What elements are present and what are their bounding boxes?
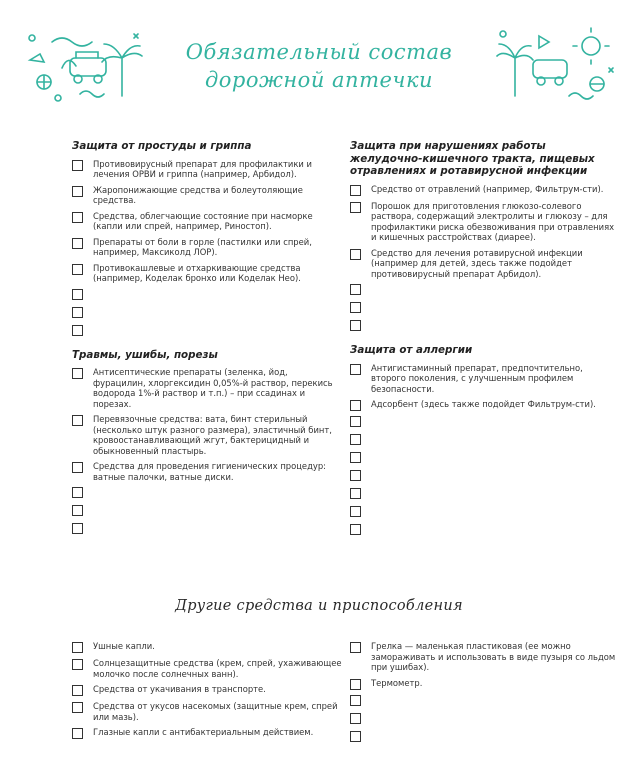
list-item [72,263,342,284]
checkbox[interactable] [72,659,83,670]
section-heading-allergy: Защита от аллергии [350,344,473,356]
checkbox[interactable] [72,728,83,739]
list-item [350,678,620,690]
empty-checkbox[interactable] [350,452,361,463]
empty-checkbox[interactable] [72,289,83,300]
checkbox[interactable] [350,249,361,260]
empty-checkbox[interactable] [72,487,83,498]
list-item [72,461,342,482]
empty-checkbox[interactable] [350,434,361,445]
item-text: Препараты от боли в горле (пастилки или спрей, например, Максиколд ЛОР). [93,236,312,257]
list-item [72,684,342,696]
checkbox[interactable] [350,364,361,375]
list-item [350,184,620,196]
item-text: Средства для проведения гигиенических процедур: ватные палочки, ватные диски. [93,461,326,482]
section-heading-digestive: Защита при нарушениях работы желудочно-кишечного тракта, пищевых отравлениях и ротавирусной инфекции [350,140,595,177]
item-text: Адсорбент (здесь также подойдет Фильтрум-сти). [371,399,596,409]
list-item [72,367,342,409]
empty-checkbox[interactable] [350,524,361,535]
checkbox[interactable] [350,642,361,653]
empty-checkbox[interactable] [72,523,83,534]
other-right-column [350,641,620,749]
empty-checkbox[interactable] [350,302,361,313]
item-text: Противокашлевые и отхаркивающие средства (например, Коделак бронхо или Коделак Нео). [93,262,301,283]
list-item [350,201,620,243]
list-item [72,237,342,258]
list-item [350,363,620,395]
page-title-line1: Обязательный состав [185,40,453,64]
list-item [72,159,342,180]
empty-checkbox[interactable] [350,320,361,331]
list-item [72,727,342,739]
list-item [72,658,342,679]
travel-doodle-left-icon [22,24,147,104]
list-item [72,701,342,722]
checkbox[interactable] [72,238,83,249]
list-item [350,399,620,411]
checkbox[interactable] [72,186,83,197]
checkbox[interactable] [72,415,83,426]
item-text: Жаропонижающие средства и болеутоляющие средства. [93,184,303,205]
item-text: Перевязочные средства: вата, бинт стерильный (несколько штук разного размера), эластичный бинт, кровоостанавливающий жгут, бактерицидный и обыкновенный пластырь. [93,414,332,456]
checkbox[interactable] [350,679,361,690]
empty-checkbox[interactable] [350,695,361,706]
section-heading-injuries: Травмы, ушибы, порезы [72,348,218,361]
right-column [350,140,620,542]
checkbox[interactable] [72,685,83,696]
item-text: Термометр. [371,677,423,688]
empty-checkbox[interactable] [350,488,361,499]
item-text: Порошок для приготовления глюкозо-солевого раствора, содержащий электролиты и глюкозу – для профилактики риска обезвоживания при отравлениях и кишечных расстройствах (диарее). [371,200,615,242]
item-text: Антисептические препараты (зеленка, йод, фурацилин, хлоргексидин 0,05%-й раствор, перекись водорода 1%-й раствор и т.п.) – при ссадинах и порезах. [93,367,333,409]
item-text: Средства от укачивания в транспорте. [93,684,266,694]
empty-checkbox[interactable] [72,505,83,516]
section-heading-other: Другие средства и приспособления [175,598,463,614]
travel-doodle-right-icon [493,24,618,104]
checkbox[interactable] [72,264,83,275]
checkbox[interactable] [350,185,361,196]
item-text: Противовирусный препарат для профилактики и лечения ОРВИ и гриппа (например, Арбидол). [93,158,312,179]
page-title-line2: дорожной аптечки [204,68,434,92]
empty-checkbox[interactable] [72,325,83,336]
item-text: Средства, облегчающие состояние при насморке (капли или спрей, например, Риностоп). [93,210,313,231]
item-text: Средство для лечения ротавирусной инфекции (например для детей, здесь также подойдет противовирусный препарат Арбидол). [371,247,583,279]
item-text: Ушные капли. [93,641,155,651]
empty-checkbox[interactable] [350,470,361,481]
checkbox[interactable] [72,212,83,223]
section-heading-cold-flu: Защита от простуды и гриппа [72,140,252,152]
empty-checkbox[interactable] [350,731,361,742]
left-column [72,140,342,541]
checkbox[interactable] [72,702,83,713]
page-title [150,38,488,94]
empty-checkbox[interactable] [350,416,361,427]
checkbox[interactable] [72,160,83,171]
item-text: Антигистаминный препарат, предпочтительно, второго поколения, с улучшенным профилем безопасности. [371,362,583,394]
empty-checkbox[interactable] [350,284,361,295]
list-item [72,211,342,232]
list-item [72,185,342,206]
checkbox[interactable] [72,462,83,473]
header [0,18,638,108]
checkbox[interactable] [350,400,361,411]
checkbox[interactable] [72,642,83,653]
empty-checkbox[interactable] [350,506,361,517]
checkbox[interactable] [350,202,361,213]
item-text: Глазные капли с антибактериальным действием. [93,727,314,737]
other-left-column [72,641,342,744]
list-item [350,248,620,280]
checkbox[interactable] [72,368,83,379]
list-item [350,641,620,673]
item-text: Средство от отравлений (например, Фильтрум-сти). [371,183,604,194]
item-text: Грелка — маленькая пластиковая (ее можно заморaживать и использовать в виде пузыря со льдом при ушибах). [371,641,616,672]
empty-checkbox[interactable] [72,307,83,318]
item-text: Средства от укусов насекомых (защитные крем, спрей или мазь). [93,701,338,722]
list-item [72,414,342,456]
item-text: Солнцезащитные средства (крем, спрей, ухаживающее молочко после солнечных ванн). [93,658,342,679]
list-item [72,641,342,653]
empty-checkbox[interactable] [350,713,361,724]
